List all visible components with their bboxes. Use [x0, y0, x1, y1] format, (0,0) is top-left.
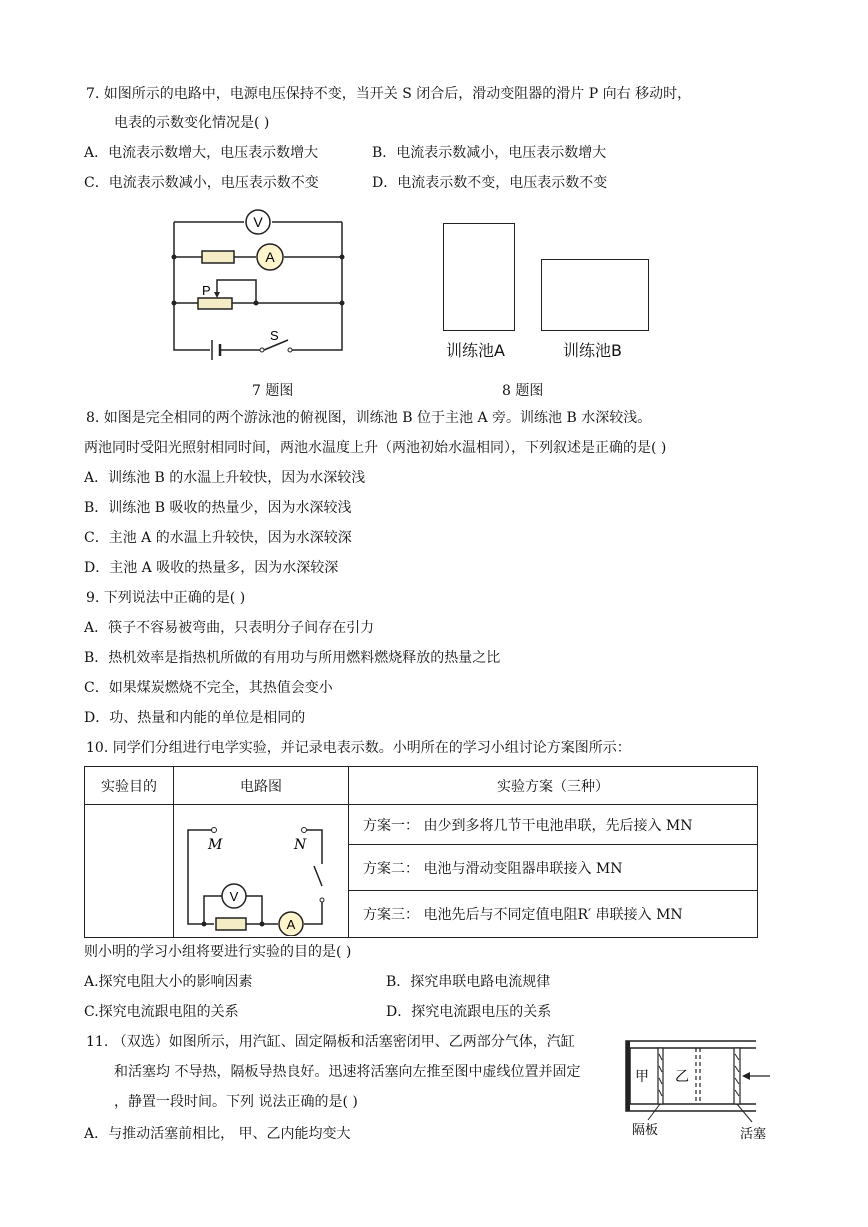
- terminal-m-label: M: [208, 837, 223, 853]
- gas-yi-label: 乙: [675, 1069, 689, 1085]
- table-cell-circuit: [174, 805, 349, 938]
- table-header-plans: 实验方案（三种）: [349, 767, 758, 805]
- q11-stem-line1: 11. （双选）如图所示，用汽缸、固定隔板和活塞密闭甲、乙两部分气体，汽缸: [86, 1034, 575, 1050]
- pool-a-label: 训练池A: [446, 341, 505, 360]
- plan-three: 方案三： 电池先后与不同定值电阻R′ 串联接入 MN: [349, 891, 758, 938]
- q7-circuit-diagram: [160, 200, 360, 365]
- q7-switch-s-label: S: [270, 328, 279, 343]
- q9-stem: 9. 下列说法中正确的是( ): [86, 590, 246, 606]
- q8-figure-caption: 8 题图: [502, 383, 544, 399]
- q8-option-a: A．训练池 B 的水温上升较快，因为水深较浅: [84, 470, 366, 486]
- q9-option-b: B．热机效率是指热机所做的有用功与所用燃料燃烧释放的热量之比: [84, 650, 501, 666]
- q7-ammeter-label: A: [265, 249, 275, 265]
- q7-option-d: D．电流表示数不变，电压表示数不变: [372, 175, 608, 191]
- q11-cylinder-diagram: [624, 1034, 774, 1144]
- q8-option-c: C．主池 A 的水温上升较快，因为水深较深: [84, 530, 352, 546]
- q9-option-a: A．筷子不容易被弯曲，只表明分子间存在引力: [84, 620, 375, 636]
- q10-followup: 则小明的学习小组将要进行实验的目的是( ): [84, 944, 352, 960]
- table-header-purpose: 实验目的: [85, 767, 174, 805]
- q8-option-d: D．主池 A 吸收的热量多，因为水深较深: [84, 560, 339, 576]
- piston-label: 活塞: [740, 1127, 767, 1142]
- q10-voltmeter-label: V: [229, 889, 239, 904]
- partition-label: 隔板: [632, 1123, 659, 1138]
- gas-jia-label: 甲: [635, 1069, 649, 1085]
- q10-ammeter-label: A: [286, 917, 296, 932]
- q7-figure-caption: 7 题图: [252, 383, 294, 399]
- terminal-n-label: N: [294, 837, 307, 853]
- pool-b-label: 训练池B: [563, 341, 622, 360]
- q7-slider-p-label: P: [202, 283, 211, 298]
- q11-stem-line3: ，静置一段时间。下列 说法正确的是( ): [114, 1094, 358, 1110]
- q7-option-b: B．电流表示数减小，电压表示数增大: [372, 145, 607, 161]
- q8-stem-line1: 8. 如图是完全相同的两个游泳池的俯视图，训练池 B 位于主池 A 旁。训练池 B 水深较浅。: [86, 410, 652, 426]
- q10-option-b: B．探究串联电路电流规律: [386, 974, 551, 990]
- q10-scheme-table: [84, 766, 758, 938]
- q7-option-a: A．电流表示数增大，电压表示数增大: [84, 145, 319, 161]
- q11-stem-line2: 和活塞均 不导热，隔板导热良好。迅速将活塞向左推至图中虚线位置并固定: [114, 1064, 581, 1080]
- table-cell-purpose-empty: [85, 805, 174, 938]
- plan-two: 方案二： 电池与滑动变阻器串联接入 MN: [349, 845, 758, 891]
- q9-option-d: D．功、热量和内能的单位是相同的: [84, 710, 306, 726]
- pool-b-rectangle: [541, 259, 649, 331]
- q10-stem: 10. 同学们分组进行电学实验，并记录电表示数。小明所在的学习小组讨论方案图所示：: [86, 740, 631, 756]
- q8-stem-line2: 两池同时受阳光照射相同时间，两池水温度上升（两池初始水温相同），下列叙述是正确的是( ): [84, 440, 667, 456]
- q11-option-a: A．与推动活塞前相比， 甲、乙内能均变大: [84, 1126, 351, 1142]
- q7-voltmeter-label: V: [253, 214, 263, 230]
- q8-option-b: B．训练池 B 吸收的热量少，因为水深较浅: [84, 500, 352, 516]
- q7-option-c: C．电流表示数减小，电压表示数不变: [84, 175, 319, 191]
- q7-stem-line2: 电表的示数变化情况是( ): [114, 115, 270, 131]
- q7-stem-line1: 7. 如图所示的电路中，电源电压保持不变，当开关 S 闭合后，滑动变阻器的滑片 P 向右 移动时，: [86, 86, 692, 102]
- q10-option-a: A.探究电阻大小的影响因素: [84, 974, 253, 990]
- q10-option-c: C.探究电流跟电阻的关系: [84, 1004, 239, 1020]
- table-header-circuit: 电路图: [174, 767, 349, 805]
- q10-option-d: D．探究电流跟电压的关系: [386, 1004, 552, 1020]
- q10-circuit-diagram: [174, 806, 348, 936]
- q9-option-c: C．如果煤炭燃烧不完全，其热值会变小: [84, 680, 333, 696]
- pool-a-rectangle: [443, 223, 515, 331]
- plan-one: 方案一： 由少到多将几节干电池串联，先后接入 MN: [349, 805, 758, 845]
